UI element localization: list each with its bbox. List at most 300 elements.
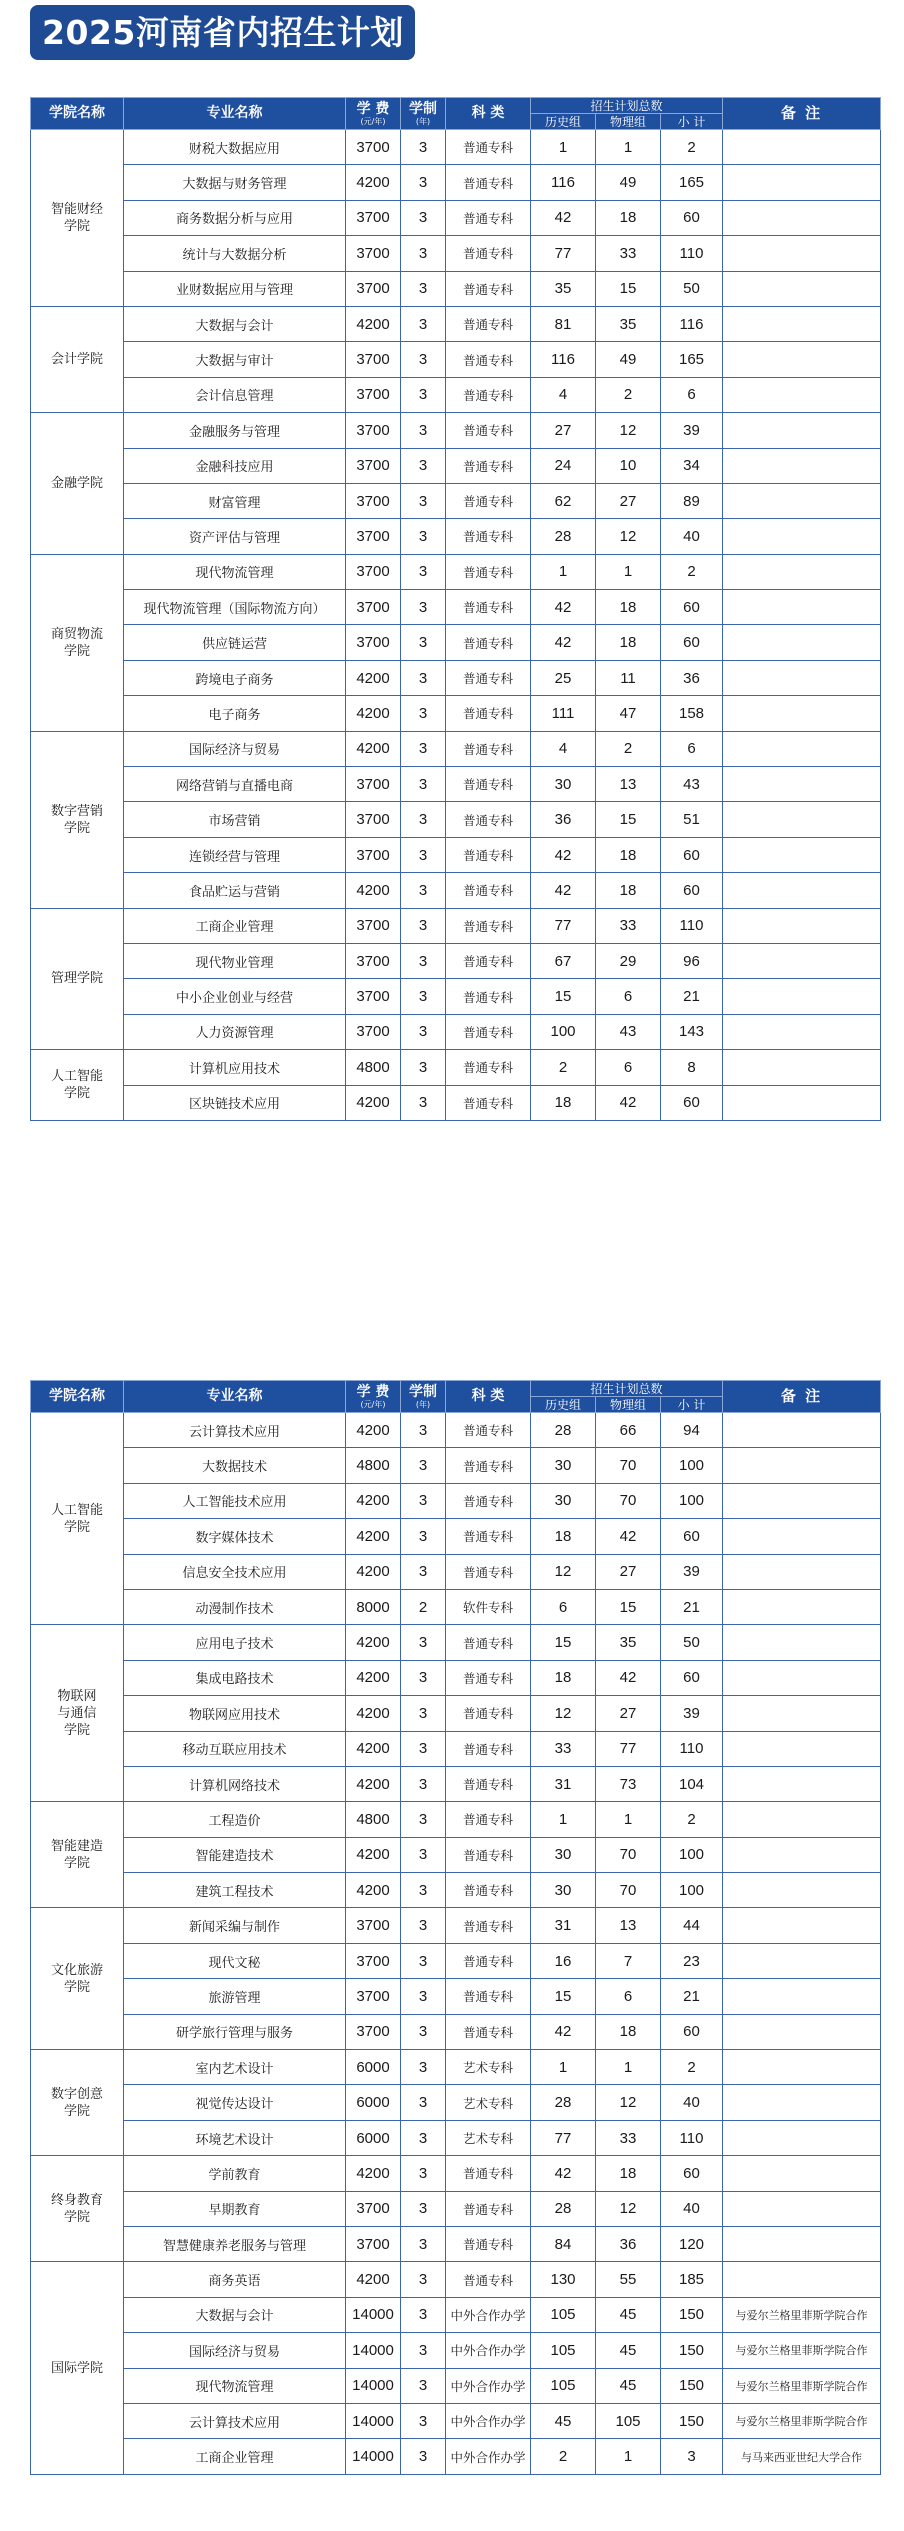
duration-cell: 3	[401, 2297, 446, 2332]
physics-count-cell: 12	[596, 2191, 661, 2226]
table-row	[31, 236, 881, 271]
remark-cell	[723, 660, 881, 695]
remark-cell	[723, 1731, 881, 1766]
category-cell: 普通专科	[446, 2156, 531, 2191]
remark-cell	[723, 767, 881, 802]
table-row	[31, 1696, 881, 1731]
table-row	[31, 767, 881, 802]
table-row	[31, 2120, 881, 2155]
physics-count-cell: 12	[596, 413, 661, 448]
subtotal-cell: 60	[661, 200, 723, 235]
physics-count-cell: 70	[596, 1873, 661, 1908]
history-count-cell: 36	[531, 802, 596, 837]
history-count-cell: 105	[531, 2297, 596, 2332]
history-count-cell: 4	[531, 731, 596, 766]
plan-total-header: 招生计划总数	[531, 98, 723, 114]
remark-cell	[723, 943, 881, 978]
table-body	[31, 130, 881, 1121]
duration-cell: 3	[401, 200, 446, 235]
table-row	[31, 1766, 881, 1801]
history-count-cell: 6	[531, 1589, 596, 1624]
subtotal-cell: 21	[661, 1589, 723, 1624]
physics-count-cell: 18	[596, 2014, 661, 2049]
physics-count-cell: 6	[596, 979, 661, 1014]
physics-count-cell: 18	[596, 590, 661, 625]
table-row	[31, 1483, 881, 1518]
subtotal-header: 小 计	[661, 114, 723, 130]
remark-cell	[723, 1085, 881, 1120]
history-count-cell: 77	[531, 236, 596, 271]
major-name-cell: 商务英语	[124, 2262, 346, 2297]
subtotal-cell: 94	[661, 1413, 723, 1448]
category-cell: 中外合作办学	[446, 2439, 531, 2474]
subtotal-cell: 143	[661, 1014, 723, 1049]
tuition-cell: 3700	[346, 448, 401, 483]
remark-cell	[723, 1696, 881, 1731]
subtotal-cell: 110	[661, 236, 723, 271]
duration-cell: 3	[401, 908, 446, 943]
subtotal-cell: 110	[661, 2120, 723, 2155]
physics-count-cell: 27	[596, 1696, 661, 1731]
category-cell: 普通专科	[446, 1696, 531, 1731]
category-cell: 普通专科	[446, 1766, 531, 1801]
remark-cell	[723, 342, 881, 377]
table-row	[31, 1908, 881, 1943]
physics-count-cell: 47	[596, 696, 661, 731]
college-name-cell	[31, 1050, 124, 1121]
remark-cell	[723, 1908, 881, 1943]
remark-cell	[723, 130, 881, 165]
tuition-cell: 3700	[346, 2226, 401, 2261]
physics-count-cell: 1	[596, 1802, 661, 1837]
college-name-line: 人工智能	[50, 1069, 103, 1085]
tuition-cell: 3700	[346, 979, 401, 1014]
remark-cell	[723, 2226, 881, 2261]
category-cell: 普通专科	[446, 342, 531, 377]
physics-count-cell: 70	[596, 1837, 661, 1872]
physics-count-cell: 77	[596, 1731, 661, 1766]
history-count-cell: 77	[531, 908, 596, 943]
tuition-cell: 3700	[346, 342, 401, 377]
duration-cell: 3	[401, 625, 446, 660]
duration-cell: 3	[401, 1519, 446, 1554]
tuition-cell: 3700	[346, 767, 401, 802]
major-header: 专业名称	[124, 1381, 346, 1413]
physics-count-cell: 15	[596, 802, 661, 837]
subtotal-cell: 150	[661, 2333, 723, 2368]
category-cell: 普通专科	[446, 519, 531, 554]
history-count-cell: 16	[531, 1943, 596, 1978]
table-row	[31, 1413, 881, 1448]
table-row	[31, 342, 881, 377]
history-header: 历史组	[531, 1397, 596, 1413]
category-cell: 普通专科	[446, 1519, 531, 1554]
subtotal-cell: 100	[661, 1837, 723, 1872]
category-cell: 中外合作办学	[446, 2297, 531, 2332]
major-name-cell: 现代物流管理	[124, 2368, 346, 2403]
college-name-line: 物联网	[57, 1688, 97, 1704]
table-row	[31, 731, 881, 766]
category-cell: 普通专科	[446, 1014, 531, 1049]
tuition-cell: 3700	[346, 2191, 401, 2226]
history-count-cell: 28	[531, 1413, 596, 1448]
subtotal-cell: 116	[661, 306, 723, 341]
major-header: 专业名称	[124, 98, 346, 130]
category-cell: 普通专科	[446, 1085, 531, 1120]
category-cell: 普通专科	[446, 802, 531, 837]
subtotal-cell: 39	[661, 1554, 723, 1589]
history-count-cell: 116	[531, 342, 596, 377]
major-name-cell: 现代物流管理（国际物流方向）	[124, 590, 346, 625]
remark-cell	[723, 1014, 881, 1049]
major-name-cell: 统计与大数据分析	[124, 236, 346, 271]
college-name-cell	[31, 2262, 124, 2474]
remark-cell	[723, 1660, 881, 1695]
college-name-line: 学院	[63, 1855, 90, 1871]
category-cell: 普通专科	[446, 2014, 531, 2049]
tuition-cell: 8000	[346, 1589, 401, 1624]
tuition-cell: 4200	[346, 1085, 401, 1120]
college-name-line: 学院	[63, 1519, 90, 1535]
history-count-cell: 33	[531, 1731, 596, 1766]
major-name-cell: 人力资源管理	[124, 1014, 346, 1049]
table-row	[31, 1085, 881, 1120]
subtotal-cell: 43	[661, 767, 723, 802]
remark-cell	[723, 625, 881, 660]
tuition-cell: 3700	[346, 1014, 401, 1049]
duration-cell: 3	[401, 2403, 446, 2438]
category-cell: 普通专科	[446, 200, 531, 235]
duration-cell: 3	[401, 1085, 446, 1120]
remark-cell: 与马来西亚世纪大学合作	[723, 2439, 881, 2474]
tuition-cell: 14000	[346, 2333, 401, 2368]
major-name-cell: 云计算技术应用	[124, 1413, 346, 1448]
remark-cell	[723, 873, 881, 908]
physics-count-cell: 35	[596, 1625, 661, 1660]
category-cell: 普通专科	[446, 448, 531, 483]
major-name-cell: 金融服务与管理	[124, 413, 346, 448]
table-row	[31, 696, 881, 731]
tuition-cell: 3700	[346, 1943, 401, 1978]
table-row	[31, 519, 881, 554]
remark-cell	[723, 2262, 881, 2297]
college-name-line: 智能建造	[50, 1838, 103, 1854]
duration-cell: 3	[401, 1625, 446, 1660]
category-cell: 普通专科	[446, 1837, 531, 1872]
category-cell: 普通专科	[446, 1448, 531, 1483]
physics-count-cell: 73	[596, 1766, 661, 1801]
physics-count-cell: 15	[596, 271, 661, 306]
major-name-cell: 新闻采编与制作	[124, 1908, 346, 1943]
history-count-cell: 105	[531, 2333, 596, 2368]
physics-count-cell: 55	[596, 2262, 661, 2297]
remark-cell	[723, 2014, 881, 2049]
category-cell: 普通专科	[446, 1625, 531, 1660]
table-row	[31, 1660, 881, 1695]
major-name-cell: 工商企业管理	[124, 2439, 346, 2474]
tuition-cell: 3700	[346, 943, 401, 978]
physics-count-cell: 42	[596, 1519, 661, 1554]
subtotal-cell: 23	[661, 1943, 723, 1978]
physics-count-cell: 1	[596, 2439, 661, 2474]
major-name-cell: 会计信息管理	[124, 377, 346, 412]
subtotal-cell: 2	[661, 130, 723, 165]
duration-cell: 3	[401, 660, 446, 695]
tuition-cell: 4200	[346, 731, 401, 766]
physics-count-cell: 42	[596, 1660, 661, 1695]
physics-count-cell: 12	[596, 519, 661, 554]
history-count-cell: 15	[531, 1625, 596, 1660]
physics-count-cell: 70	[596, 1483, 661, 1518]
category-cell: 中外合作办学	[446, 2333, 531, 2368]
remark-cell	[723, 483, 881, 518]
category-cell: 普通专科	[446, 837, 531, 872]
table-row	[31, 165, 881, 200]
duration-header	[401, 98, 446, 130]
history-count-cell: 45	[531, 2403, 596, 2438]
subtotal-cell: 60	[661, 837, 723, 872]
history-count-cell: 18	[531, 1660, 596, 1695]
physics-count-cell: 33	[596, 908, 661, 943]
table-row	[31, 1448, 881, 1483]
remark-header: 备 注	[723, 1381, 881, 1413]
physics-count-cell: 45	[596, 2297, 661, 2332]
category-cell: 艺术专科	[446, 2085, 531, 2120]
tuition-cell: 4200	[346, 306, 401, 341]
table-row	[31, 200, 881, 235]
tuition-cell: 4800	[346, 1802, 401, 1837]
major-name-cell: 研学旅行管理与服务	[124, 2014, 346, 2049]
college-name-cell	[31, 306, 124, 412]
plan-total-header: 招生计划总数	[531, 1381, 723, 1397]
history-count-cell: 30	[531, 1448, 596, 1483]
duration-cell: 3	[401, 767, 446, 802]
table-row	[31, 943, 881, 978]
remark-cell	[723, 519, 881, 554]
duration-cell: 3	[401, 1413, 446, 1448]
history-count-cell: 1	[531, 130, 596, 165]
tuition-cell: 4200	[346, 1766, 401, 1801]
history-count-cell: 30	[531, 1483, 596, 1518]
subtotal-cell: 8	[661, 1050, 723, 1085]
major-name-cell: 学前教育	[124, 2156, 346, 2191]
physics-count-cell: 33	[596, 2120, 661, 2155]
category-cell: 艺术专科	[446, 2050, 531, 2085]
category-cell: 普通专科	[446, 1979, 531, 2014]
tuition-cell: 3700	[346, 271, 401, 306]
major-name-cell: 旅游管理	[124, 1979, 346, 2014]
table-row	[31, 306, 881, 341]
tuition-cell: 3700	[346, 130, 401, 165]
major-name-cell: 国际经济与贸易	[124, 731, 346, 766]
subtotal-cell: 104	[661, 1766, 723, 1801]
subtotal-cell: 60	[661, 873, 723, 908]
duration-cell: 3	[401, 377, 446, 412]
history-count-cell: 42	[531, 873, 596, 908]
major-name-cell: 数字媒体技术	[124, 1519, 346, 1554]
duration-cell: 3	[401, 413, 446, 448]
major-name-cell: 中小企业创业与经营	[124, 979, 346, 1014]
major-name-cell: 供应链运营	[124, 625, 346, 660]
tuition-cell: 3700	[346, 236, 401, 271]
tuition-cell: 14000	[346, 2403, 401, 2438]
history-count-cell: 42	[531, 200, 596, 235]
remark-cell	[723, 2085, 881, 2120]
history-count-cell: 77	[531, 2120, 596, 2155]
tuition-cell: 3700	[346, 519, 401, 554]
table-row	[31, 837, 881, 872]
category-cell: 普通专科	[446, 554, 531, 589]
physics-count-cell: 42	[596, 1085, 661, 1120]
major-name-cell: 室内艺术设计	[124, 2050, 346, 2085]
category-cell: 普通专科	[446, 625, 531, 660]
category-cell: 普通专科	[446, 1873, 531, 1908]
remark-cell	[723, 908, 881, 943]
physics-count-cell: 45	[596, 2333, 661, 2368]
duration-cell: 3	[401, 519, 446, 554]
major-name-cell: 电子商务	[124, 696, 346, 731]
category-cell: 普通专科	[446, 2226, 531, 2261]
table-row	[31, 377, 881, 412]
history-header: 历史组	[531, 114, 596, 130]
physics-header: 物理组	[596, 1397, 661, 1413]
duration-cell: 3	[401, 236, 446, 271]
tuition-cell: 14000	[346, 2297, 401, 2332]
college-name-cell	[31, 908, 124, 1050]
physics-count-cell: 27	[596, 1554, 661, 1589]
major-name-cell: 信息安全技术应用	[124, 1554, 346, 1589]
physics-count-cell: 18	[596, 200, 661, 235]
page-title: 2025河南省内招生计划	[30, 5, 415, 60]
physics-count-cell: 15	[596, 1589, 661, 1624]
major-name-cell: 跨境电子商务	[124, 660, 346, 695]
tuition-cell: 4200	[346, 873, 401, 908]
history-count-cell: 42	[531, 625, 596, 660]
subtotal-cell: 165	[661, 165, 723, 200]
subtotal-cell: 120	[661, 2226, 723, 2261]
category-cell: 普通专科	[446, 271, 531, 306]
remark-cell	[723, 413, 881, 448]
category-cell: 普通专科	[446, 1802, 531, 1837]
duration-cell: 3	[401, 1766, 446, 1801]
duration-cell: 3	[401, 1802, 446, 1837]
history-count-cell: 24	[531, 448, 596, 483]
table-row	[31, 2368, 881, 2403]
remark-cell	[723, 2191, 881, 2226]
tuition-cell: 3700	[346, 908, 401, 943]
physics-count-cell: 18	[596, 873, 661, 908]
physics-count-cell: 49	[596, 165, 661, 200]
duration-cell: 3	[401, 2120, 446, 2155]
tuition-cell: 4200	[346, 1413, 401, 1448]
history-count-cell: 42	[531, 590, 596, 625]
duration-cell: 3	[401, 2156, 446, 2191]
tuition-cell: 3700	[346, 377, 401, 412]
college-name-cell	[31, 1802, 124, 1908]
college-name-line: 会计学院	[50, 352, 103, 368]
subtotal-cell: 110	[661, 908, 723, 943]
table-row	[31, 1050, 881, 1085]
history-count-cell: 35	[531, 271, 596, 306]
remark-cell	[723, 1802, 881, 1837]
major-name-cell: 市场营销	[124, 802, 346, 837]
tuition-cell: 3700	[346, 1979, 401, 2014]
duration-cell: 3	[401, 1908, 446, 1943]
history-count-cell: 12	[531, 1696, 596, 1731]
major-name-cell: 物联网应用技术	[124, 1696, 346, 1731]
major-name-cell: 大数据技术	[124, 1448, 346, 1483]
physics-header: 物理组	[596, 114, 661, 130]
tuition-cell: 6000	[346, 2120, 401, 2155]
history-count-cell: 31	[531, 1766, 596, 1801]
category-cell: 普通专科	[446, 660, 531, 695]
physics-count-cell: 2	[596, 731, 661, 766]
tuition-cell: 4200	[346, 1873, 401, 1908]
subtotal-cell: 60	[661, 2014, 723, 2049]
duration-cell: 3	[401, 2085, 446, 2120]
subtotal-cell: 60	[661, 625, 723, 660]
tuition-cell: 4200	[346, 2156, 401, 2191]
duration-cell: 3	[401, 2050, 446, 2085]
history-count-cell: 1	[531, 1802, 596, 1837]
duration-cell: 3	[401, 554, 446, 589]
history-count-cell: 30	[531, 767, 596, 802]
physics-count-cell: 7	[596, 1943, 661, 1978]
physics-count-cell: 11	[596, 660, 661, 695]
major-name-cell: 国际经济与贸易	[124, 2333, 346, 2368]
table-row	[31, 2085, 881, 2120]
duration-cell: 3	[401, 271, 446, 306]
history-count-cell: 27	[531, 413, 596, 448]
category-cell: 普通专科	[446, 873, 531, 908]
major-name-cell: 大数据与会计	[124, 2297, 346, 2332]
subtotal-cell: 60	[661, 1085, 723, 1120]
category-cell: 普通专科	[446, 943, 531, 978]
history-count-cell: 25	[531, 660, 596, 695]
history-count-cell: 12	[531, 1554, 596, 1589]
table-row	[31, 2156, 881, 2191]
duration-cell: 3	[401, 731, 446, 766]
remark-cell	[723, 837, 881, 872]
category-cell: 普通专科	[446, 377, 531, 412]
category-cell: 艺术专科	[446, 2120, 531, 2155]
history-count-cell: 42	[531, 2156, 596, 2191]
remark-cell: 与爱尔兰格里菲斯学院合作	[723, 2333, 881, 2368]
college-name-cell	[31, 731, 124, 908]
table-row	[31, 1554, 881, 1589]
college-name-line: 终身教育	[50, 2192, 103, 2208]
subtotal-cell: 44	[661, 1908, 723, 1943]
category-cell: 普通专科	[446, 696, 531, 731]
duration-cell: 3	[401, 979, 446, 1014]
history-count-cell: 84	[531, 2226, 596, 2261]
category-cell: 中外合作办学	[446, 2403, 531, 2438]
major-name-cell: 计算机网络技术	[124, 1766, 346, 1801]
subtotal-cell: 158	[661, 696, 723, 731]
table-row	[31, 2333, 881, 2368]
history-count-cell: 28	[531, 2085, 596, 2120]
table-row	[31, 2014, 881, 2049]
physics-count-cell: 6	[596, 1979, 661, 2014]
college-name-cell	[31, 130, 124, 307]
history-count-cell: 15	[531, 1979, 596, 2014]
college-header: 学院名称	[31, 98, 124, 130]
subtotal-cell: 89	[661, 483, 723, 518]
table-row	[31, 1589, 881, 1624]
category-cell: 普通专科	[446, 165, 531, 200]
history-count-cell: 28	[531, 2191, 596, 2226]
physics-count-cell: 10	[596, 448, 661, 483]
